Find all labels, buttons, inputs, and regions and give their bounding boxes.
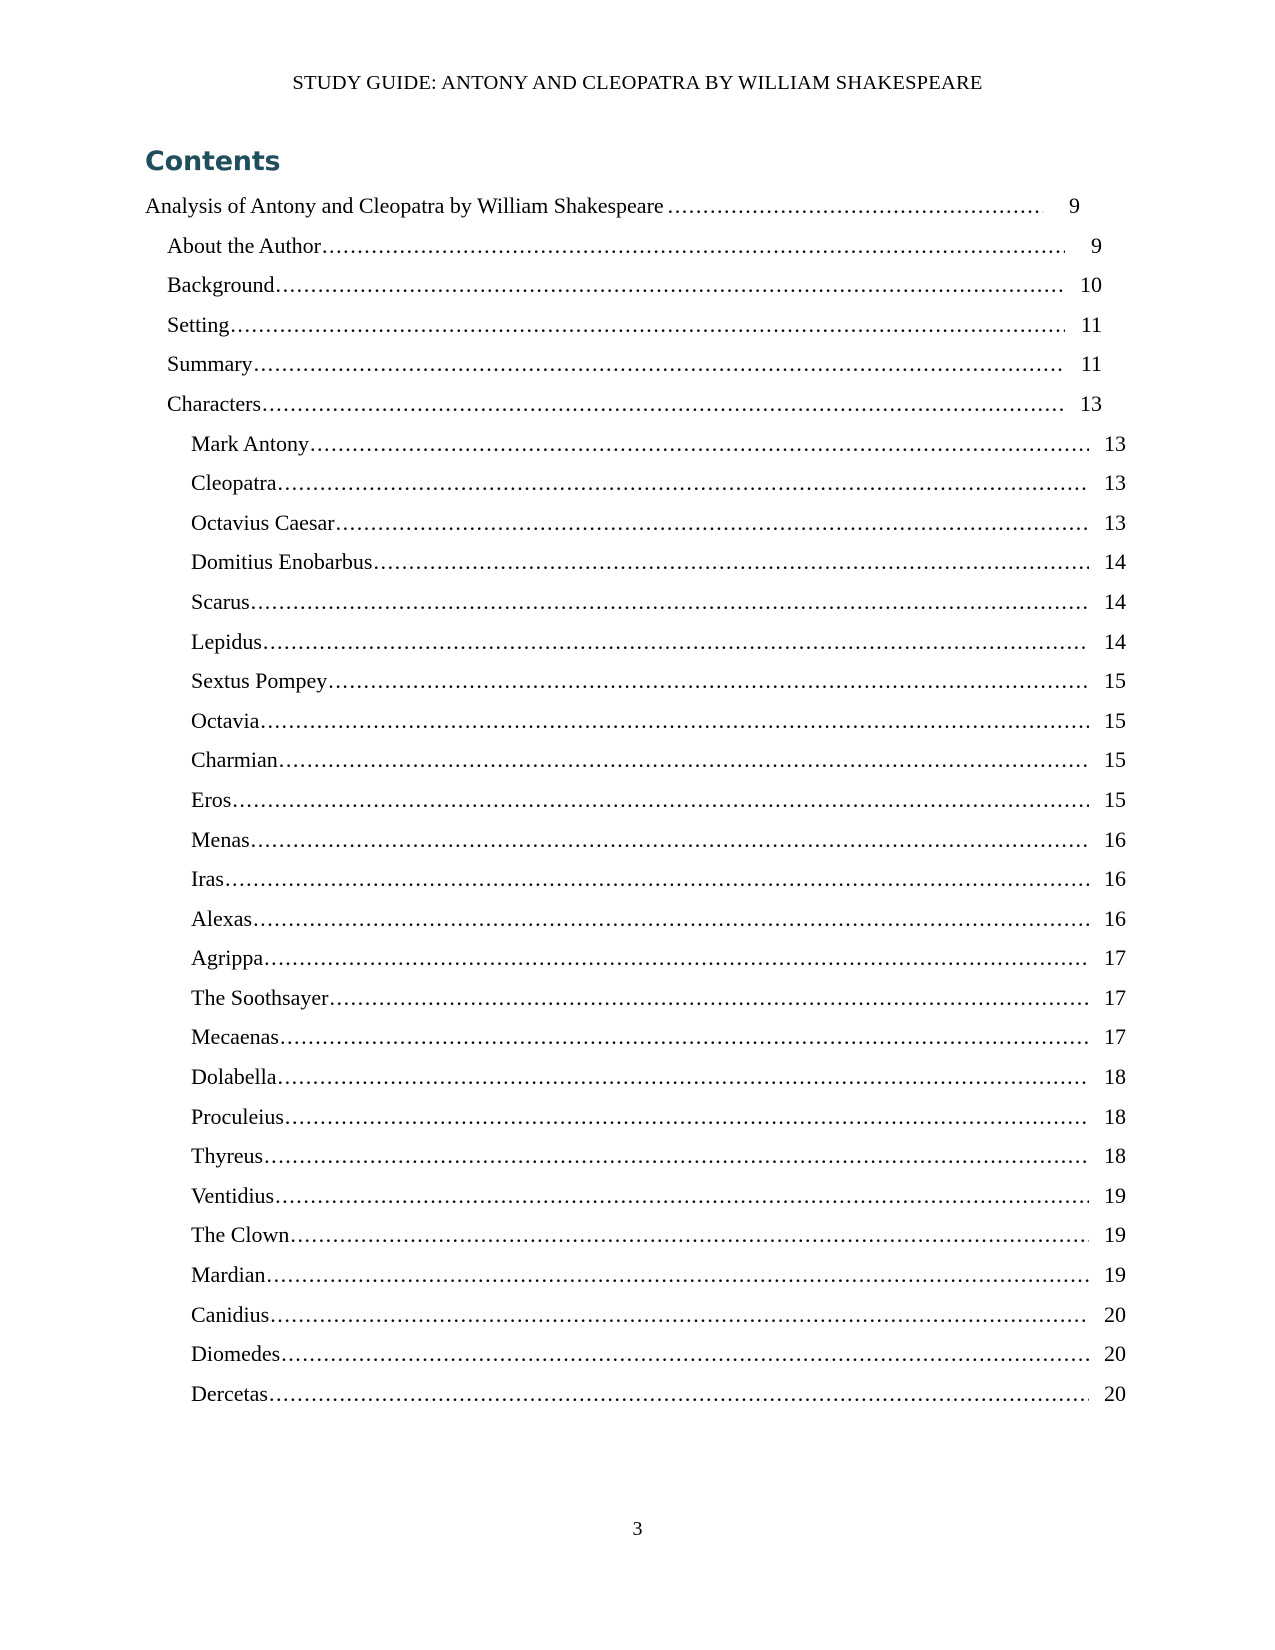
toc-entry-page-number: 18 bbox=[1104, 1103, 1126, 1129]
toc-entry-label: Summary bbox=[167, 351, 253, 377]
toc-entry[interactable] bbox=[145, 1017, 1126, 1057]
toc-entry[interactable] bbox=[145, 701, 1126, 741]
toc-entry-label: Characters bbox=[167, 390, 262, 416]
toc-entry[interactable] bbox=[145, 226, 1102, 266]
toc-entry-label: Domitius Enobarbus bbox=[191, 549, 373, 575]
toc-entry-page-number: 16 bbox=[1104, 866, 1126, 892]
toc-entry[interactable] bbox=[145, 1295, 1126, 1335]
toc-dot-leader bbox=[279, 740, 1089, 780]
toc-entry-label: Analysis of Antony and Cleopatra by William Shakespeare bbox=[145, 193, 664, 218]
toc-entry-label: Diomedes bbox=[191, 1341, 281, 1367]
toc-entry-label: Mardian bbox=[191, 1262, 266, 1288]
toc-entry-page-number: 18 bbox=[1104, 1143, 1126, 1169]
toc-entry[interactable] bbox=[145, 1176, 1126, 1216]
toc-entry-page-number: 9 bbox=[1091, 232, 1102, 258]
toc-entry[interactable] bbox=[145, 582, 1126, 622]
toc-entry-label: Ventidius bbox=[191, 1182, 275, 1208]
toc-entry-label: Scarus bbox=[191, 588, 250, 614]
toc-entry-label: Background bbox=[167, 272, 275, 298]
toc-entry-label: Iras bbox=[191, 866, 224, 892]
toc-entry-label: Eros bbox=[191, 786, 232, 812]
toc-dot-leader bbox=[263, 622, 1089, 662]
toc-entry-label: Cleopatra bbox=[191, 470, 277, 496]
toc-entry-label: Menas bbox=[191, 826, 250, 852]
toc-dot-leader bbox=[280, 1017, 1089, 1057]
toc-entry-page-number: 9 bbox=[1069, 193, 1080, 218]
toc-entry[interactable] bbox=[145, 424, 1126, 464]
toc-entry[interactable] bbox=[145, 740, 1126, 780]
toc-entry-page-number: 13 bbox=[1104, 509, 1126, 535]
toc-entry-label: Agrippa bbox=[191, 945, 264, 971]
toc-dot-leader bbox=[251, 820, 1089, 860]
toc-dot-leader bbox=[260, 701, 1089, 741]
toc-entry-page-number: 17 bbox=[1104, 1024, 1126, 1050]
toc-entry-page-number: 15 bbox=[1104, 786, 1126, 812]
toc-entry[interactable] bbox=[145, 1136, 1126, 1176]
toc-entry[interactable] bbox=[145, 186, 1080, 226]
toc-entry-page-number: 13 bbox=[1104, 470, 1126, 496]
toc-entry-page-number: 14 bbox=[1104, 588, 1126, 614]
toc-dot-leader bbox=[254, 344, 1065, 384]
toc-dot-leader bbox=[668, 186, 1043, 226]
toc-entry[interactable] bbox=[145, 1374, 1126, 1414]
toc-entry[interactable] bbox=[145, 859, 1126, 899]
toc-entry-label: Dolabella bbox=[191, 1064, 277, 1090]
toc-dot-leader bbox=[262, 384, 1065, 424]
toc-entry-page-number: 14 bbox=[1104, 628, 1126, 654]
toc-dot-leader bbox=[269, 1374, 1089, 1414]
footer-page-number: 3 bbox=[632, 1518, 643, 1540]
toc-entry-label: Lepidus bbox=[191, 628, 262, 654]
toc-dot-leader bbox=[230, 305, 1065, 345]
toc-entry[interactable] bbox=[145, 1057, 1126, 1097]
toc-dot-leader bbox=[278, 1057, 1089, 1097]
toc-dot-leader bbox=[270, 1295, 1089, 1335]
toc-entry-label: Octavia bbox=[191, 707, 260, 733]
toc-entry[interactable] bbox=[145, 1215, 1126, 1255]
toc-dot-leader bbox=[278, 463, 1089, 503]
toc-dot-leader bbox=[225, 859, 1089, 899]
toc-entry-page-number: 20 bbox=[1104, 1341, 1126, 1367]
toc-entry-page-number: 11 bbox=[1080, 351, 1102, 377]
toc-entry[interactable] bbox=[145, 1097, 1126, 1137]
toc-entry-page-number: 17 bbox=[1104, 984, 1126, 1010]
toc-entry[interactable] bbox=[145, 622, 1126, 662]
toc-entry[interactable] bbox=[145, 463, 1126, 503]
toc-dot-leader bbox=[328, 661, 1089, 701]
toc-entry[interactable] bbox=[145, 780, 1126, 820]
toc-dot-leader bbox=[275, 1176, 1089, 1216]
toc-entry-label: Setting bbox=[167, 311, 230, 337]
toc-dot-leader bbox=[285, 1097, 1089, 1137]
toc-entry-label: Canidius bbox=[191, 1301, 270, 1327]
toc-entry-label: The Soothsayer bbox=[191, 984, 329, 1010]
toc-entry-label: Charmian bbox=[191, 747, 278, 773]
toc-entry-page-number: 13 bbox=[1104, 430, 1126, 456]
toc-entry-label: Dercetas bbox=[191, 1380, 268, 1406]
toc-entry-page-number: 16 bbox=[1104, 826, 1126, 852]
toc-entry-page-number: 20 bbox=[1104, 1301, 1126, 1327]
toc-entry-label: The Clown bbox=[191, 1222, 290, 1248]
table-of-contents bbox=[145, 186, 1126, 1413]
toc-entry-page-number: 15 bbox=[1104, 668, 1126, 694]
toc-dot-leader bbox=[251, 582, 1089, 622]
toc-dot-leader bbox=[253, 899, 1089, 939]
toc-entry-page-number: 18 bbox=[1104, 1064, 1126, 1090]
toc-entry-page-number: 19 bbox=[1104, 1262, 1126, 1288]
toc-entry-page-number: 19 bbox=[1104, 1222, 1126, 1248]
toc-entry-label: Thyreus bbox=[191, 1143, 264, 1169]
toc-dot-leader bbox=[336, 503, 1089, 543]
toc-entry-page-number: 20 bbox=[1104, 1380, 1126, 1406]
toc-entry-page-number: 16 bbox=[1104, 905, 1126, 931]
toc-entry[interactable] bbox=[145, 384, 1102, 424]
toc-entry[interactable] bbox=[145, 344, 1102, 384]
toc-entry-label: Alexas bbox=[191, 905, 253, 931]
toc-entry[interactable] bbox=[145, 661, 1126, 701]
toc-dot-leader bbox=[281, 1334, 1089, 1374]
toc-entry-label: Octavius Caesar bbox=[191, 509, 335, 535]
toc-entry-label: Sextus Pompey bbox=[191, 668, 328, 694]
toc-entry[interactable] bbox=[145, 1255, 1126, 1295]
toc-dot-leader bbox=[276, 265, 1065, 305]
toc-entry-page-number: 19 bbox=[1104, 1182, 1126, 1208]
toc-entry[interactable] bbox=[145, 978, 1126, 1018]
toc-dot-leader bbox=[264, 1136, 1089, 1176]
toc-entry[interactable] bbox=[145, 542, 1126, 582]
toc-entry-page-number: 14 bbox=[1104, 549, 1126, 575]
toc-dot-leader bbox=[290, 1215, 1089, 1255]
toc-dot-leader bbox=[232, 780, 1089, 820]
toc-dot-leader bbox=[322, 226, 1065, 266]
toc-entry-label: Proculeius bbox=[191, 1103, 284, 1129]
toc-entry[interactable] bbox=[145, 899, 1126, 939]
toc-entry-page-number: 15 bbox=[1104, 707, 1126, 733]
toc-entry-page-number: 15 bbox=[1104, 747, 1126, 773]
toc-dot-leader bbox=[264, 938, 1089, 978]
toc-entry-page-number: 11 bbox=[1080, 311, 1102, 337]
toc-entry[interactable] bbox=[145, 938, 1126, 978]
toc-entry[interactable] bbox=[145, 503, 1126, 543]
toc-entry[interactable] bbox=[145, 305, 1102, 345]
toc-dot-leader bbox=[329, 978, 1089, 1018]
toc-entry-page-number: 17 bbox=[1104, 945, 1126, 971]
toc-entry[interactable] bbox=[145, 820, 1126, 860]
toc-entry[interactable] bbox=[145, 1334, 1126, 1374]
toc-dot-leader bbox=[374, 542, 1090, 582]
toc-entry-page-number: 10 bbox=[1080, 272, 1102, 298]
toc-entry-label: About the Author bbox=[167, 232, 321, 258]
toc-entry-label: Mecaenas bbox=[191, 1024, 279, 1050]
page-title: Contents bbox=[145, 146, 281, 177]
toc-dot-leader bbox=[267, 1255, 1089, 1295]
toc-dot-leader bbox=[310, 424, 1089, 464]
toc-entry-label: Mark Antony bbox=[191, 430, 309, 456]
toc-entry[interactable] bbox=[145, 265, 1102, 305]
running-header: STUDY GUIDE: ANTONY AND CLEOPATRA BY WILLIAM SHAKESPEARE bbox=[292, 72, 983, 94]
toc-entry-page-number: 13 bbox=[1080, 390, 1102, 416]
